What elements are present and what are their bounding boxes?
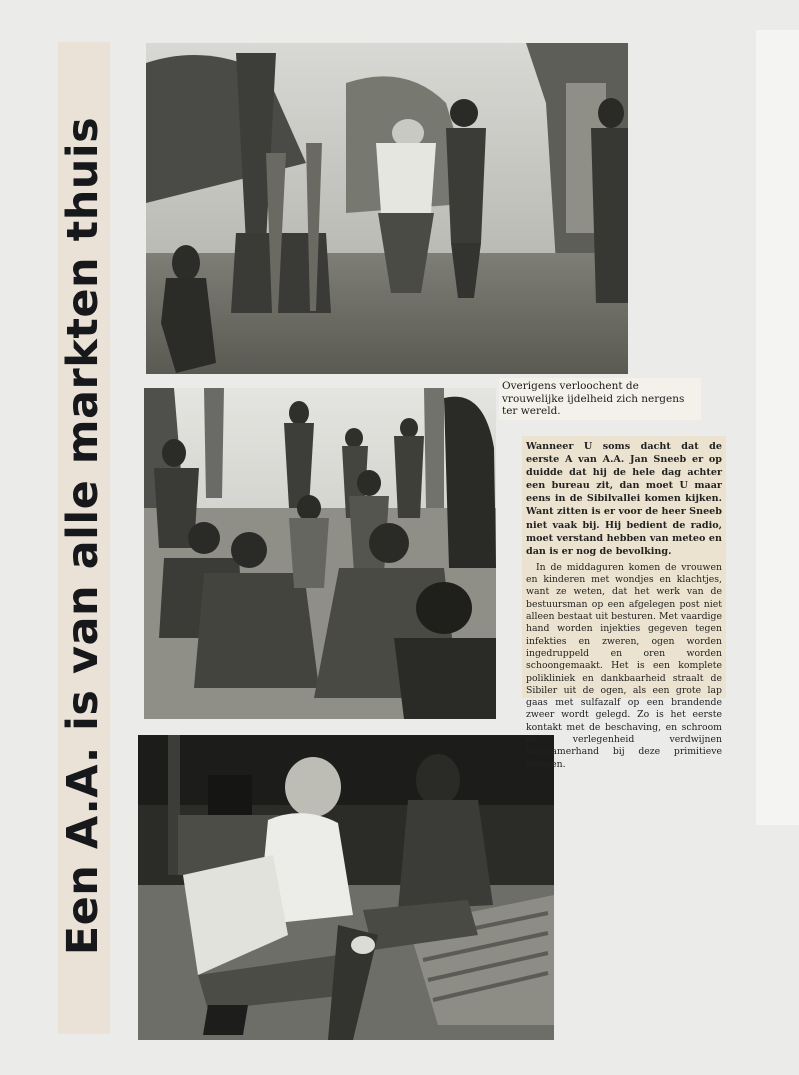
photo-caption: Overigens verloochent de vrouwelijke ijdelheid zich nergens ter wereld. [499, 378, 701, 420]
article-body: In de middaguren komen de vrouwen en kinderen met wondjes en klachtjes, want ze weten, dat het werk van de bestuursman op een afgelegen post niet alleen bestaat uit besturen. Met vaardige hand worden injekties gegeven tegen infekties en zweren, ogen worden ingedruppeld en oren worden schoongemaakt. Het is een komplete polikliniek en dankbaarheid straalt de Sibiler uit de ogen, als een grote lap gaas met sulfazalf op een brandende zweer wordt gelegd. Zo is het eerste kontakt met de beschaving, en schroom en verlegenheid verdwijnen langzamerhand bij deze primitieve mensen. [526, 561, 722, 770]
photo-foot-treatment [138, 735, 554, 1040]
photo-seated-villagers [144, 388, 496, 719]
article-clipping [522, 436, 726, 770]
headline: Een A.A. is van alle markten thuis [58, 116, 108, 956]
article-lead: Wanneer U soms dacht dat de eerste A van A.A. Jan Sneeb er op duidde dat hij de hele dag achter een bureau zit, dan moet U maar eens in de Sibilvallei komen kijken. Want zitten is er voor de heer Sneeb niet vaak bij. Hij bedient de radio, moet verstand hebben van meteo en dan is er nog de bevolking. [526, 441, 722, 557]
paper-edge [756, 30, 799, 825]
photo-village-treatment [146, 43, 628, 374]
